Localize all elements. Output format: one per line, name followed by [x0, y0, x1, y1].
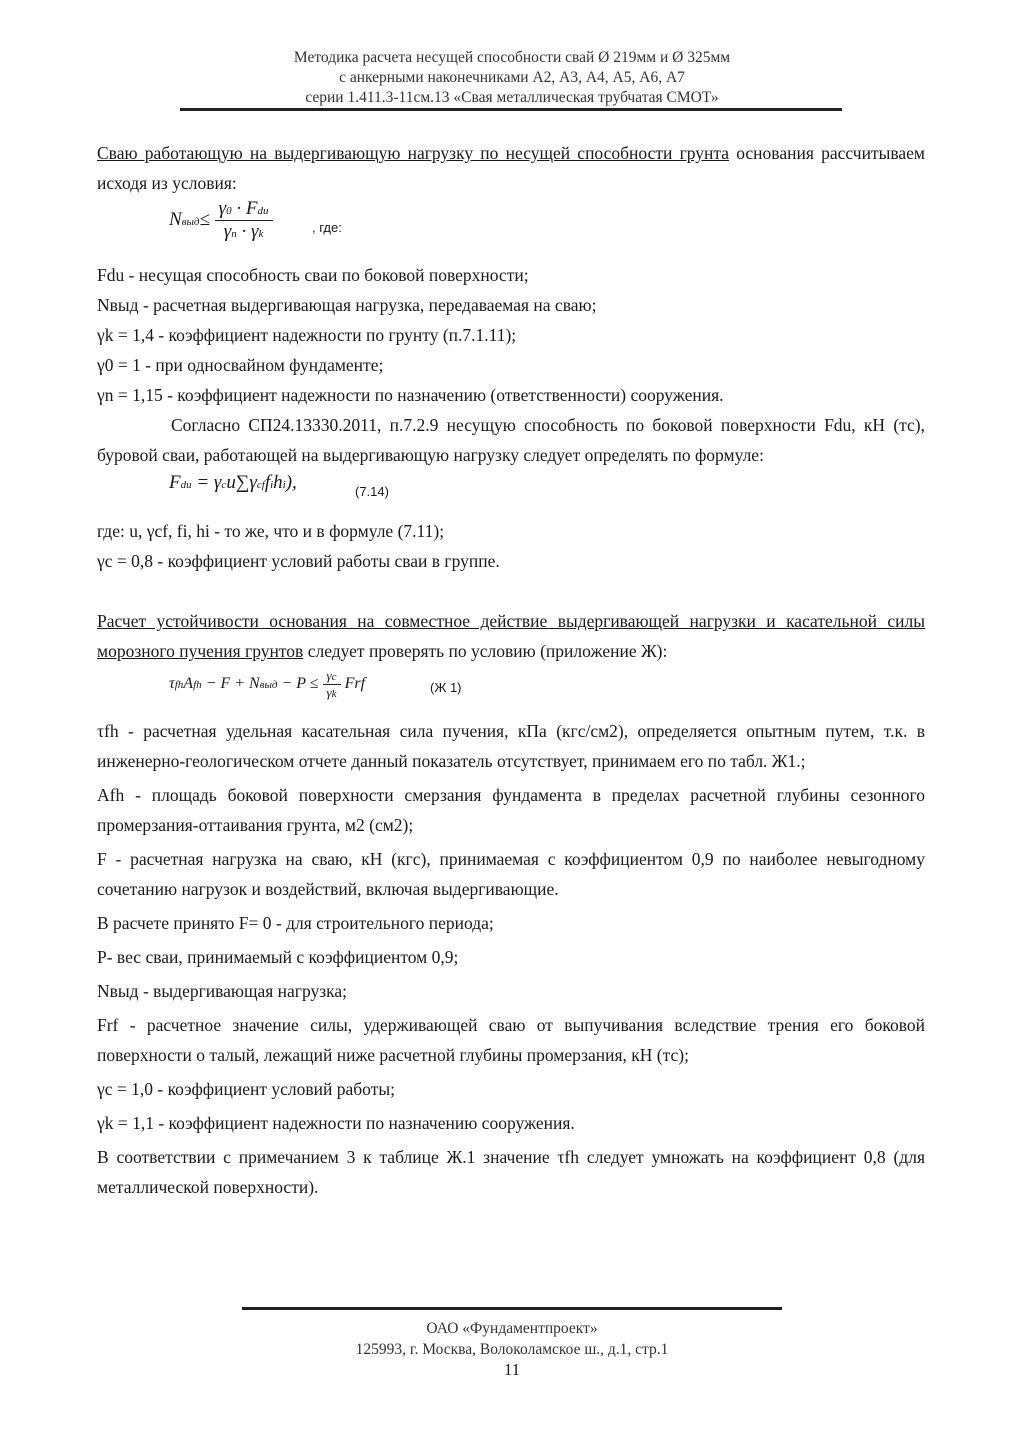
note-table-zh1: В соответствии с примечанием 3 к таблице Ж.1 значение τfh следует умножать на коэффициент 0,8 (для металлической поверхности).: [97, 1147, 925, 1197]
def-p-weight: P- вес сваи, принимаемый с коэффициентом 0,9;: [97, 947, 459, 967]
section1-intro-underlined: Сваю работающую на выдергивающую нагрузку по несущей способности грунта: [97, 143, 730, 163]
page-footer: [242, 1318, 782, 1360]
def-tau-fh: τfh - расчетная удельная касательная сила пучения, кПа (кгс/см2), определяется опытным путем, т.к. в инженерно-геологическом отчете данный показатель отсутствует, принимаем его по табл. Ж1.;: [97, 721, 925, 771]
footer-company: ОАО «Фундаментпроект»: [426, 1320, 598, 1337]
def-gamma-n: γn = 1,15 - коэффициент надежности по назначению (ответственности) сооружения.: [97, 385, 724, 405]
header-line-1: Методика расчета несущей способности свай Ø 219мм и Ø 325мм: [293, 49, 731, 66]
def-f-load: F - расчетная нагрузка на сваю, кН (кгс), принимаемая с коэффициентом 0,9 по наиболее невыгодному сочетанию нагрузок и воздействий, включая выдергивающие.: [97, 849, 925, 899]
header-line-2: с анкерными наконечниками А2, А3, А4, А5, А6, А7: [339, 69, 685, 86]
page-header: [180, 48, 844, 108]
footer-address: 125993, г. Москва, Волоколамское ш., д.1, стр.1: [355, 1341, 669, 1358]
section2-intro-underlined: Расчет устойчивости основания на совместное действие выдергивающей нагрузки и касательной силы морозного пучения грунтов: [97, 611, 925, 661]
spacer: [97, 576, 925, 606]
section1-where-line: где: u, γcf, fi, hi - то же, что и в формуле (7.11);: [97, 521, 445, 541]
header-divider: [180, 108, 842, 111]
formula-zh1: τfhAfh − F + Nвыд − P ≤ $\frac{\gamma c}{\gamma k}$ Frf (Ж 1): [169, 668, 462, 700]
page-body: [97, 138, 925, 1202]
def-nvyd: Nвыд - расчетная выдергивающая нагрузка, передаваемая на сваю;: [97, 295, 597, 315]
formula-pullout-condition: Nвыд≤ $\frac{\text{γ0 · Fdu}}{\gamma n \cdot \gamma k}$ , где:: [169, 198, 342, 242]
def-frf: Frf - расчетное значение силы, удерживающей сваю от выпучивания вследствие трения его боковой поверхности о талый, лежащий ниже расчетной глубины промерзания, кН (тс);: [97, 1015, 925, 1065]
def-gamma-k-2: γk = 1,1 - коэффициент надежности по назначению сооружения.: [97, 1113, 575, 1133]
page-number: 11: [503, 1360, 521, 1379]
section1-paragraph: Согласно СП24.13330.2011, п.7.2.9 несущую способность по боковой поверхности Fdu, кН (тс), буровой сваи, работающей на выдергивающую нагрузку следует определять по формуле:: [97, 415, 925, 465]
def-nvyd-2: Nвыд - выдергивающая нагрузка;: [97, 981, 348, 1001]
formula-where-label: , где:: [312, 220, 342, 235]
section1-intro: [97, 138, 925, 198]
def-gamma-0: γ0 = 1 - при односвайном фундаменте;: [97, 355, 384, 375]
footer-divider: [242, 1307, 782, 1310]
def-fdu: Fdu - несущая способность сваи по боковой поверхности;: [97, 265, 529, 285]
section2-intro-rest: следует проверять по условию (приложение Ж):: [303, 641, 668, 661]
def-afh: Afh - площадь боковой поверхности смерзания фундамента в пределах расчетной глубины сезонного промерзания-оттаивания грунта, м2 (см2);: [97, 785, 925, 835]
def-gamma-c: γc = 1,0 - коэффициент условий работы;: [97, 1079, 395, 1099]
eq-number-zh1: (Ж 1): [430, 680, 462, 695]
section2-intro: [97, 606, 925, 666]
formula-7-14: Fdu = γcu∑γcffihi), (7.14): [169, 472, 389, 499]
eq-number-7-14: (7.14): [355, 484, 389, 499]
def-gamma-k: γk = 1,4 - коэффициент надежности по грунту (п.7.1.11);: [97, 325, 517, 345]
def-f-zero: В расчете принято F= 0 - для строительного периода;: [97, 913, 494, 933]
header-line-3: серии 1.411.3-11см.13 «Свая металлическая трубчатая СМОТ»: [305, 89, 719, 106]
section1-intro-rest: основания рассчитываем исходя из условия:: [97, 143, 925, 193]
def-gamma-c-group: γc = 0,8 - коэффициент условий работы сваи в группе.: [97, 551, 500, 571]
